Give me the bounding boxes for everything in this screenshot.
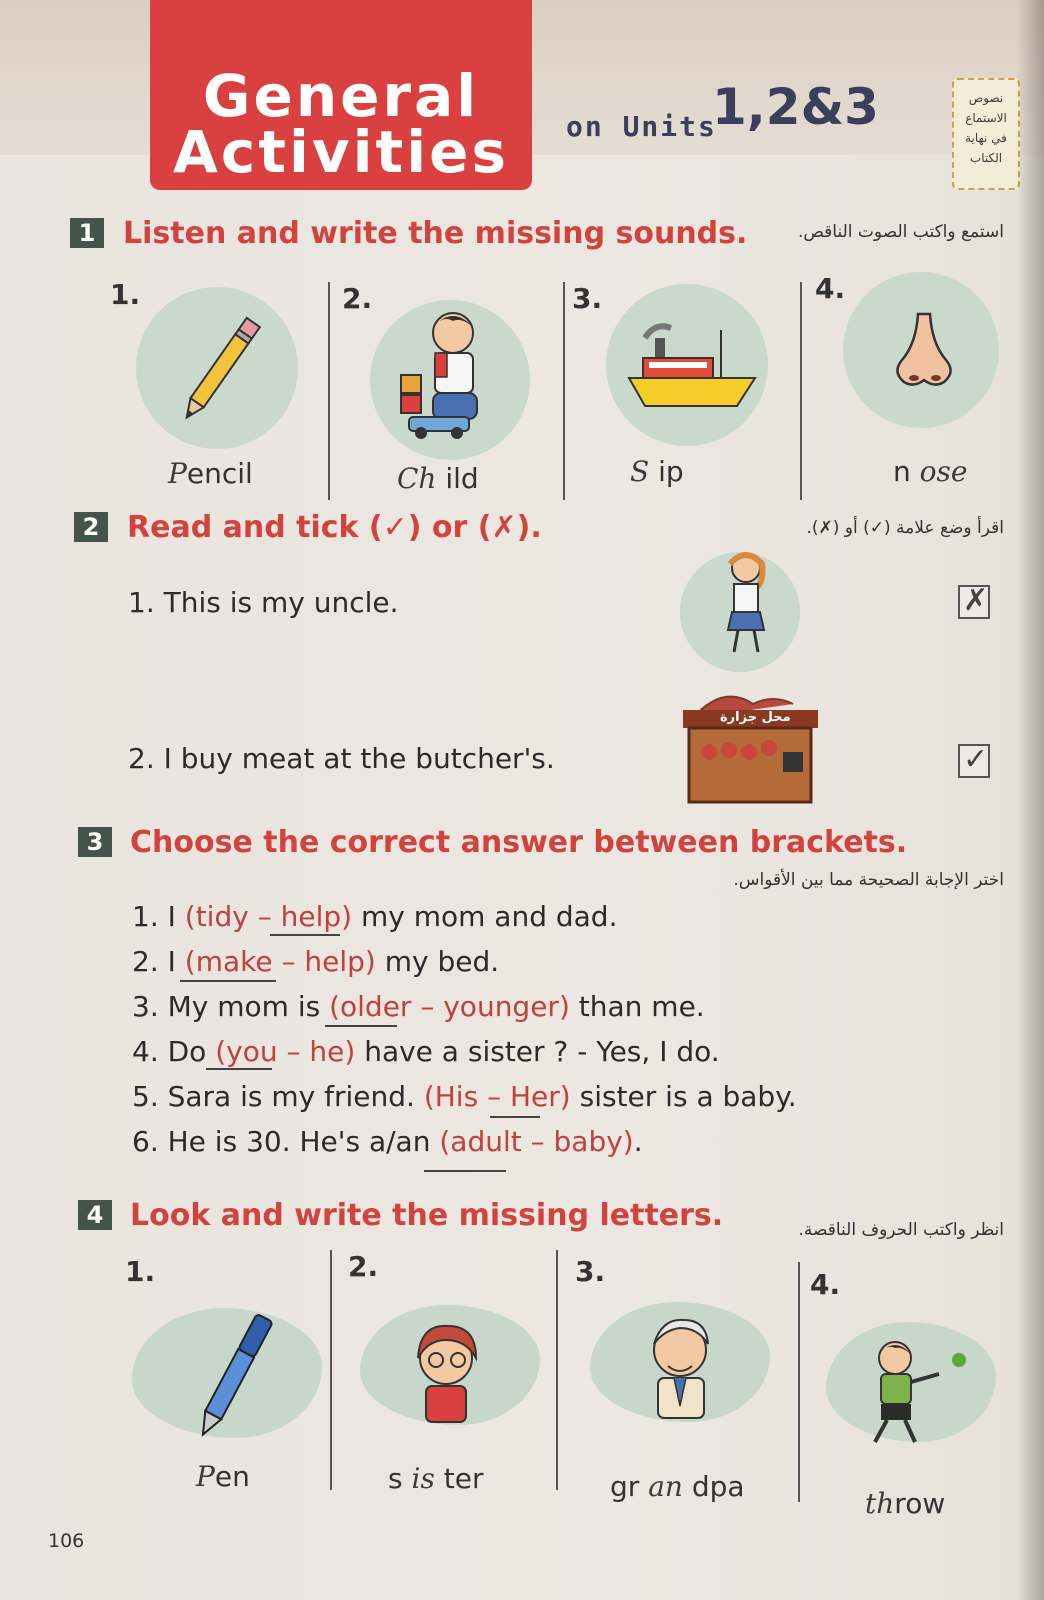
s4-item4-num: 4. bbox=[810, 1268, 841, 1301]
text: 5. Sara is my friend. bbox=[132, 1080, 424, 1113]
text: 2. I bbox=[132, 945, 185, 978]
section2-title: Read and tick (✓) or (✗). bbox=[127, 510, 542, 545]
arabic-note-line: في نهاية bbox=[965, 131, 1007, 145]
title-line2: Activities bbox=[172, 118, 510, 186]
section1-badge: 1 bbox=[70, 218, 104, 248]
answer-box-2[interactable] bbox=[958, 744, 990, 778]
butcher-shop-icon bbox=[683, 690, 818, 805]
arabic-note-line: الكتاب bbox=[969, 151, 1003, 165]
answer-underline bbox=[490, 1116, 540, 1118]
s1-word2 bbox=[397, 462, 479, 495]
arabic-note-box bbox=[952, 78, 1020, 190]
bracket-options[interactable]: (adult – baby) bbox=[439, 1125, 634, 1158]
nose-icon bbox=[890, 310, 960, 390]
on-units-label: on Units bbox=[566, 110, 717, 143]
text: sister is a baby. bbox=[570, 1080, 797, 1113]
mark-tick: ✓ bbox=[963, 742, 989, 777]
bracket-options[interactable]: (you – he) bbox=[215, 1035, 356, 1068]
s1-item4-num: 4. bbox=[815, 272, 846, 305]
bracket-options[interactable]: (older – younger) bbox=[329, 990, 570, 1023]
s2-sentence1: 1. This is my uncle. bbox=[128, 586, 399, 619]
word-part: dpa bbox=[691, 1470, 745, 1503]
s3-sentence1 bbox=[132, 900, 617, 933]
s4-word1 bbox=[196, 1460, 250, 1493]
units-number: 1,2&3 bbox=[712, 78, 879, 136]
handwritten-answer: an bbox=[648, 1470, 683, 1503]
shop-sign: محل جزارة bbox=[720, 710, 791, 725]
s2-sentence2: 2. I buy meat at the butcher's. bbox=[128, 742, 555, 775]
s1-item3-num: 3. bbox=[572, 282, 603, 315]
mark-cross: ✗ bbox=[963, 583, 989, 618]
s1-word1 bbox=[168, 457, 253, 490]
s4-item3-num: 3. bbox=[575, 1255, 606, 1288]
divider bbox=[798, 1262, 800, 1502]
word-part: encil bbox=[186, 457, 253, 490]
divider bbox=[328, 282, 330, 500]
arabic-note-line: الاستماع bbox=[965, 111, 1007, 125]
answer-underline bbox=[206, 1068, 272, 1070]
handwritten-answer: Ch bbox=[397, 462, 437, 495]
text: my bed. bbox=[375, 945, 500, 978]
s4-word3 bbox=[610, 1470, 745, 1503]
section3-badge: 3 bbox=[78, 827, 112, 857]
handwritten-answer: is bbox=[411, 1462, 435, 1495]
answer-underline bbox=[424, 1170, 506, 1172]
s1-item2-num: 2. bbox=[342, 282, 373, 315]
text: 3. My mom is bbox=[132, 990, 330, 1023]
throw-icon bbox=[855, 1334, 975, 1454]
page-number: 106 bbox=[48, 1530, 85, 1552]
answer-underline bbox=[270, 934, 340, 936]
section2-arabic: اقرأ وضع علامة (✓) أو (✗). bbox=[806, 518, 1004, 538]
handwritten-answer: ose bbox=[919, 455, 968, 488]
s4-item2-num: 2. bbox=[348, 1250, 379, 1283]
answer-underline bbox=[325, 1025, 397, 1027]
word-part: gr bbox=[610, 1470, 640, 1503]
s1-word4 bbox=[893, 455, 967, 488]
s4-item1-num: 1. bbox=[125, 1255, 156, 1288]
handwritten-answer: th bbox=[865, 1487, 895, 1520]
s3-sentence4 bbox=[132, 1035, 720, 1068]
s3-sentence3 bbox=[132, 990, 705, 1023]
grandpa-icon bbox=[632, 1310, 732, 1430]
title-line1: General bbox=[202, 62, 480, 130]
divider bbox=[563, 282, 565, 500]
answer-box-1[interactable] bbox=[958, 585, 990, 619]
text: my mom and dad. bbox=[352, 900, 618, 933]
word-part: ter bbox=[443, 1462, 484, 1495]
section1-title: Listen and write the missing sounds. bbox=[123, 216, 748, 251]
word-part: s bbox=[388, 1462, 403, 1495]
child-icon bbox=[395, 305, 505, 445]
sister-icon bbox=[400, 1318, 500, 1428]
word-part: ip bbox=[658, 455, 684, 488]
s3-sentence2 bbox=[132, 945, 499, 978]
page-edge-shadow bbox=[1016, 0, 1044, 1600]
section3-arabic: اختر الإجابة الصحيحة مما بين الأقواس. bbox=[733, 870, 1004, 890]
section3-title: Choose the correct answer between brackets. bbox=[130, 825, 908, 860]
handwritten-answer: P bbox=[168, 457, 187, 490]
handwritten-answer: S bbox=[630, 455, 650, 488]
section1-arabic: استمع واكتب الصوت الناقص. bbox=[797, 222, 1004, 242]
title-box bbox=[150, 0, 532, 190]
ship-icon bbox=[625, 318, 765, 418]
word-part: en bbox=[214, 1460, 250, 1493]
handwritten-answer: P bbox=[196, 1460, 215, 1493]
s1-item1-num: 1. bbox=[110, 278, 141, 311]
text: than me. bbox=[569, 990, 705, 1023]
bracket-options[interactable]: (His – Her) bbox=[423, 1080, 571, 1113]
arabic-note-line: نصوص bbox=[968, 91, 1004, 105]
s4-word2 bbox=[388, 1462, 483, 1495]
section4-title: Look and write the missing letters. bbox=[130, 1198, 724, 1233]
s4-word4 bbox=[865, 1487, 945, 1520]
divider bbox=[800, 282, 802, 500]
bracket-options[interactable]: (make – help) bbox=[184, 945, 376, 978]
text: 6. He is 30. He's a/an bbox=[132, 1125, 440, 1158]
bracket-options[interactable]: (tidy – help) bbox=[184, 900, 353, 933]
s1-word3 bbox=[630, 455, 684, 488]
pen-icon bbox=[188, 1308, 278, 1448]
divider bbox=[556, 1250, 558, 1490]
section4-badge: 4 bbox=[78, 1200, 112, 1230]
word-part: row bbox=[894, 1487, 946, 1520]
pencil-icon bbox=[160, 310, 280, 430]
s3-sentence6 bbox=[132, 1125, 643, 1158]
text: . bbox=[633, 1125, 643, 1158]
answer-underline bbox=[180, 980, 276, 982]
section4-arabic: انظر واكتب الحروف الناقصة. bbox=[798, 1220, 1004, 1240]
divider bbox=[330, 1250, 332, 1490]
text: 4. Do bbox=[132, 1035, 216, 1068]
text: have a sister ? - Yes, I do. bbox=[355, 1035, 720, 1068]
word-part: ild bbox=[445, 462, 479, 495]
section2-badge: 2 bbox=[74, 512, 108, 542]
girl-icon bbox=[700, 548, 790, 668]
text: 1. I bbox=[132, 900, 185, 933]
word-part: n bbox=[893, 455, 911, 488]
s3-sentence5 bbox=[132, 1080, 797, 1113]
